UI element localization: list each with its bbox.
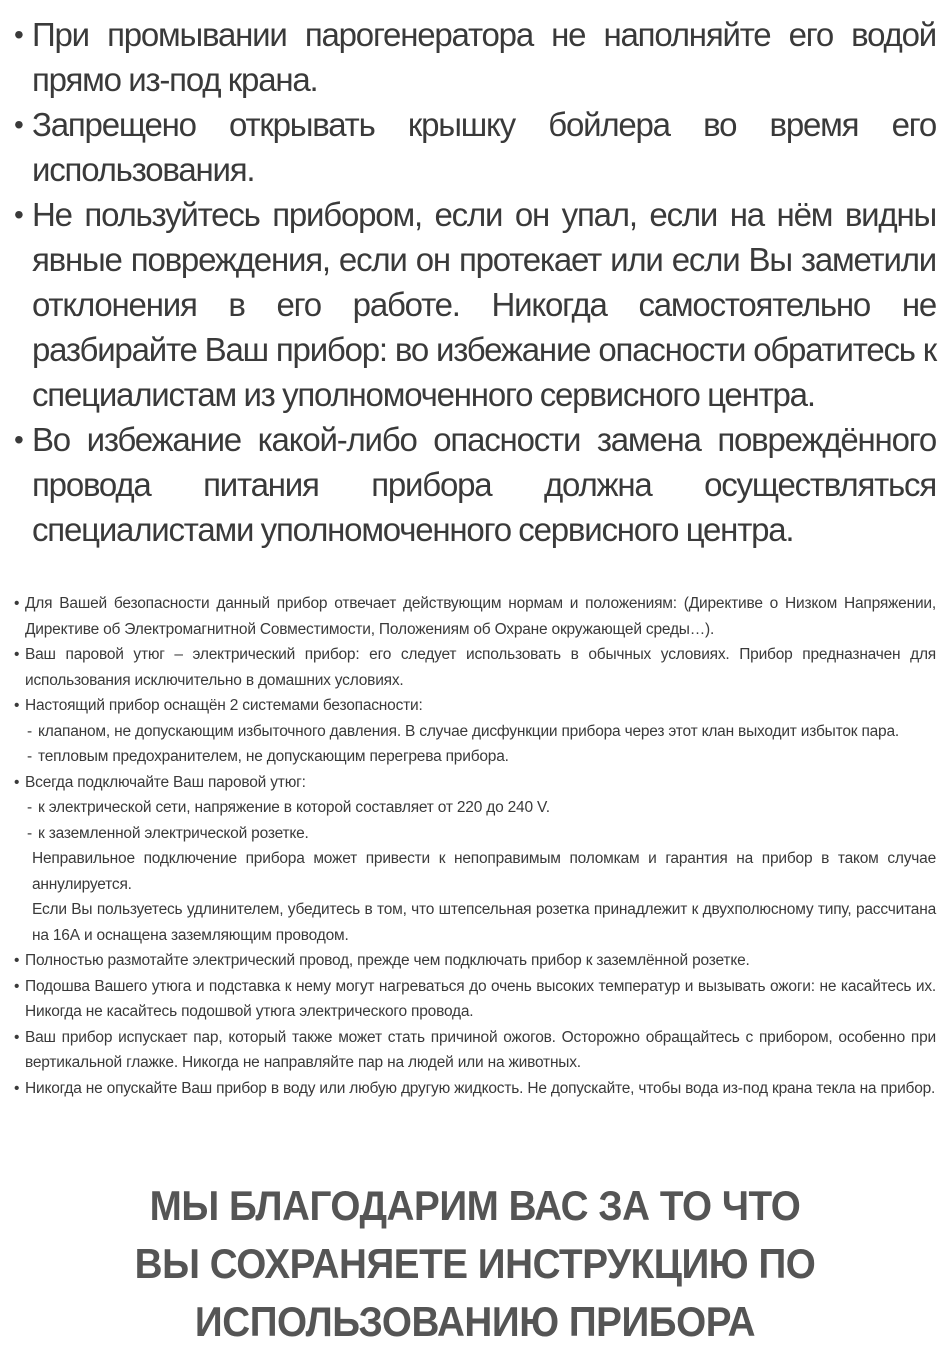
closing-line: ВЫ СОХРАНЯЕТЕ ИНСТРУКЦИЮ ПО xyxy=(134,1240,816,1287)
small-safety-item xyxy=(14,1025,936,1076)
small-safety-subitem xyxy=(14,795,936,821)
small-safety-list xyxy=(14,591,936,1101)
bullet-icon: • xyxy=(14,1079,20,1097)
dash-icon: - xyxy=(27,748,32,765)
small-safety-text: Всегда подключайте Ваш паровой утюг: xyxy=(25,773,306,791)
bullet-icon: • xyxy=(14,19,23,50)
small-safety-note: Неправильное подключение прибора может привести к непоправимым поломкам и гарантия на прибор в таком случае аннулируется. xyxy=(32,850,936,893)
small-safety-text: Настоящий прибор оснащён 2 системами безопасности: xyxy=(25,697,423,714)
bullet-icon: • xyxy=(14,424,23,455)
large-safety-text: Запрещено открывать крышку бойлера во время его использования. xyxy=(32,106,936,188)
small-safety-subitem xyxy=(14,719,936,745)
bullet-icon: • xyxy=(14,977,20,995)
closing-message xyxy=(38,1177,912,1351)
small-safety-item xyxy=(14,642,936,693)
small-safety-item xyxy=(14,974,936,1025)
small-safety-item xyxy=(14,693,936,719)
bullet-icon: • xyxy=(14,773,20,791)
bullet-icon: • xyxy=(14,1028,20,1046)
small-safety-item xyxy=(14,770,936,796)
large-safety-item xyxy=(14,417,936,552)
large-safety-item xyxy=(14,192,936,417)
small-safety-subitem xyxy=(14,744,936,770)
large-safety-list xyxy=(14,12,936,552)
small-safety-text: Никогда не опускайте Ваш прибор в воду или любую другую жидкость. Не допускайте, чтобы вода из-под крана текла на прибор. xyxy=(25,1079,936,1097)
dash-icon: - xyxy=(27,722,32,740)
small-safety-item xyxy=(14,948,936,974)
bullet-icon: • xyxy=(14,646,20,663)
bullet-icon: • xyxy=(14,109,23,140)
small-safety-subtext: к заземленной электрической розетке. xyxy=(38,824,309,842)
bullet-icon: • xyxy=(14,697,20,714)
small-safety-note: Если Вы пользуетесь удлинителем, убедитесь в том, что штепсельная розетка принадлежит к двухполюсному типу, рассчитана на 16А и оснащена заземляющим проводом. xyxy=(32,901,936,944)
large-safety-item xyxy=(14,12,936,102)
large-safety-text: Во избежание какой-либо опасности замена повреждённого провода питания прибора должна осуществляться специалистами уполномоченного сервисного центра. xyxy=(32,421,936,548)
small-safety-text: Ваш прибор испускает пар, который также может стать причиной ожогов. Осторожно обращайтесь с прибором, особенно при вертикальной глажке. Никогда не направляйте пар на людей или на животных. xyxy=(25,1028,936,1071)
small-safety-text: Ваш паровой утюг – электрический прибор: его следует использовать в обычных условиях. Прибор предназначен для использования исключительно в домашних условиях. xyxy=(25,646,936,689)
bullet-icon: • xyxy=(14,952,20,969)
small-safety-subtext: тепловым предохранителем, не допускающим перегрева прибора. xyxy=(38,748,509,765)
small-safety-text: Подошва Вашего утюга и подставка к нему могут нагреваться до очень высоких температур и вызывать ожоги: не касайтесь их. Никогда не касайтесь подошвой утюга электрического провода. xyxy=(25,977,936,1020)
small-safety-subitem xyxy=(14,821,936,847)
large-safety-item xyxy=(14,102,936,192)
closing-line: МЫ БЛАГОДАРИМ ВАС ЗА ТО ЧТО xyxy=(149,1182,801,1229)
small-safety-text: Полностью размотайте электрический провод, прежде чем подключать прибор к заземлённой розетке. xyxy=(25,952,750,969)
dash-icon: - xyxy=(27,824,32,842)
small-safety-item xyxy=(14,1076,936,1102)
small-safety-text: Для Вашей безопасности данный прибор отвечает действующим нормам и положениям: (Директиве о Низком Напряжении, Директиве об Электромагнитной Совместимости, Положениям об Охране окружающей среды…). xyxy=(25,595,936,638)
small-safety-subtext: клапаном, не допускающим избыточного давления. В случае дисфункции прибора через этот клан выходит избыток пара. xyxy=(38,722,900,740)
large-safety-text: При промывании парогенератора не наполняйте его водой прямо из-под крана. xyxy=(32,16,936,98)
small-safety-subtext: к электрической сети, напряжение в которой составляет от 220 до 240 V. xyxy=(38,799,550,816)
large-safety-text: Не пользуйтесь прибором, если он упал, если на нём видны явные повреждения, если он протекает или если Вы заметили отклонения в его работе. Никогда самостоятельно не разбирайте Ваш прибор: во избежание опасности обратитесь к специалистам из уполномоченного сервисного центра. xyxy=(32,196,936,413)
small-safety-item xyxy=(14,591,936,642)
bullet-icon: • xyxy=(14,199,23,230)
dash-icon: - xyxy=(27,799,32,816)
bullet-icon: • xyxy=(14,595,20,612)
closing-line: ИСПОЛЬЗОВАНИЮ ПРИБОРА xyxy=(194,1298,756,1345)
